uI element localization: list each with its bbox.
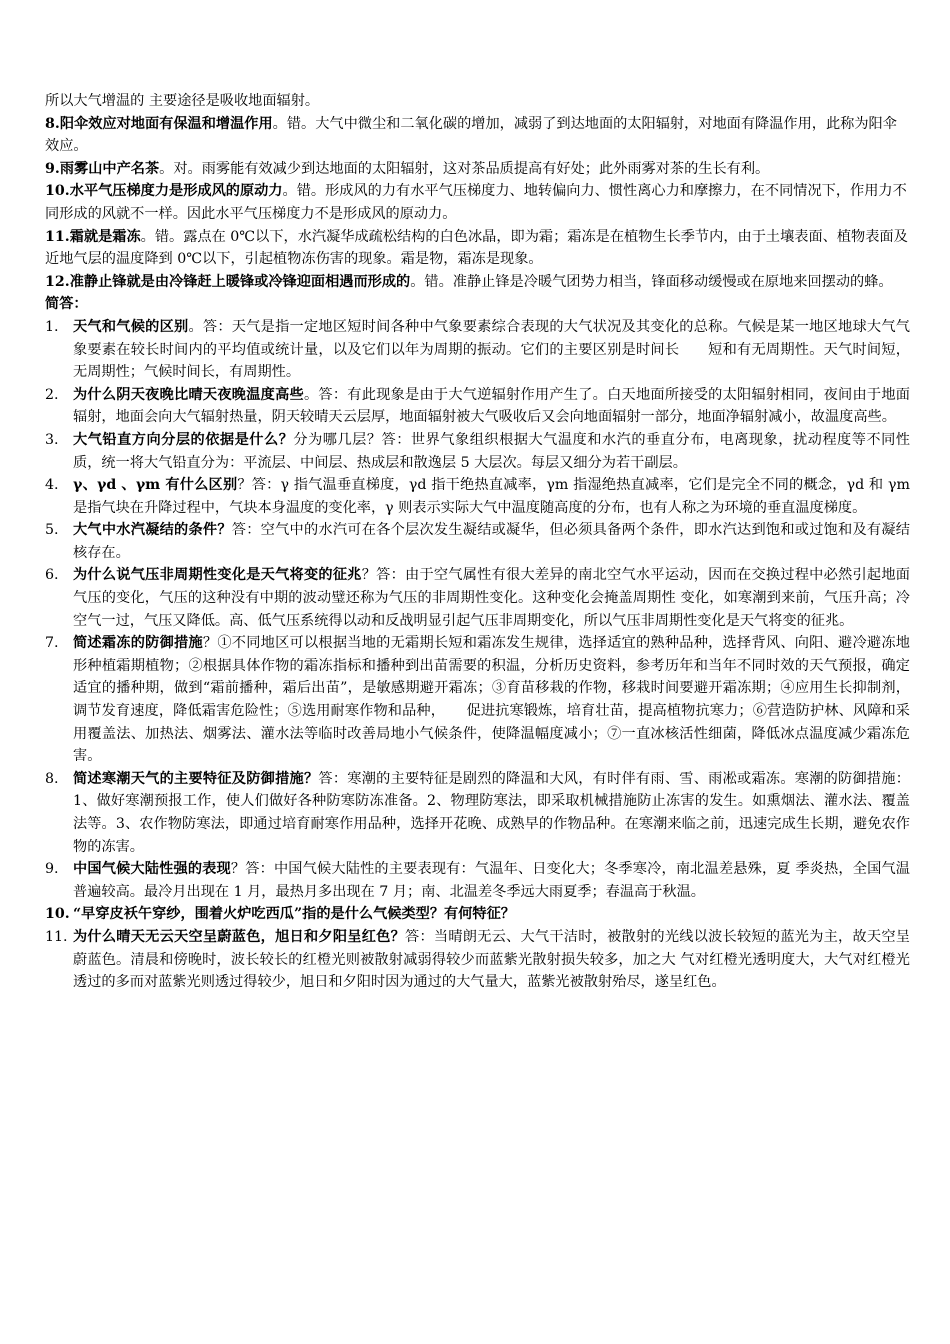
item-number: 11. (45, 928, 68, 945)
answer-item (45, 316, 910, 384)
judgment-item: 9.雨雾山中产名茶。对。雨雾能有效减少到达地面的太阳辐射，这对茶品质提高有好处；此外雨雾对茶的生长有利。 (45, 160, 770, 177)
question-text: 为什么说气压非周期性变化是天气将变的征兆 (73, 567, 362, 584)
judgment-item: 11.霜就是霜冻。错。露点在 0℃以下，水汽凝华成疏松结构的白色冰晶，即为霜；霜冻是在植物生长季节内，由于土壤表面、植物表面及近地气层的温度降到 0℃以下，引起植物冻伤害的现象。霜是物，霜冻是现象。 (45, 228, 908, 268)
answer-text: 。答：天气是指一定地区短时间各种中气象要素综合表现的大气状况及其变化的总称。气候是某一地区地球大气气象要素在较长时间内的平均值或统计量，以及它们以年为周期的振动。它们的主要区别是时间长 短和有无周期性。天气时间短，无周期性；气候时间长，有周期性。 (73, 318, 910, 381)
judgment-statement: 阳伞效应对地面有保温和增温作用 (59, 115, 273, 132)
answer-item (45, 858, 910, 903)
judgment-statement: 雨雾山中产名茶 (59, 160, 160, 177)
answer-item (45, 632, 910, 768)
answer-text: ？答：由于空气属性有很大差异的南北空气水平运动，因而在交换过程中必然引起地面气压的变化，气压的这种没有中期的波动璧还称为气压的非周期性变化。这种变化会掩盖周期性 变化，如寒潮到来前，气压升高；冷空气一过，气压又降低。高、低气压系统得以动和反战明显引起气压非周期变化，所以气压非周期性变化是天气将变的征兆。 (73, 567, 910, 629)
item-number: 7. (45, 635, 59, 652)
answer-item (45, 429, 910, 474)
answer-list (45, 316, 910, 994)
answer-text: 答：空气中的水汽可在各个层次发生凝结或凝华，但必须具备两个条件，即水汽达到饱和或过饱和及有凝结核存在。 (73, 522, 910, 561)
item-number: 5. (45, 522, 59, 539)
judgment-answer: 。错。准静止锋是冷暖气团势力相当，锋面移动缓慢或在原地来回摆动的蜂。 (410, 273, 893, 290)
item-number: 1. (45, 318, 59, 335)
answer-item (45, 768, 910, 858)
question-text: 简述寒潮天气的主要特征及防御措施？ (73, 770, 319, 787)
answer-item (45, 519, 910, 564)
question-text: “早穿皮袄午穿纱，围着火炉吃西瓜”指的是什么气候类型？有何特征？ (73, 906, 515, 923)
answer-text: ？答：γ 指气温垂直梯度，γd 指干绝热直减率，γm 指湿绝热直减率，它们是完全不同的概念，γd 和 γm 是指气块在升降过程中，气块本身温度的变化率，γ 则表示实际大气中温度随高度的分布，也有人称之为环境的垂直温度梯度。 (73, 477, 910, 516)
judgment-statement: 准静止锋就是由冷锋赶上暖锋或冷锋迎面相遇而形成的 (69, 273, 411, 290)
section-title: 简答： (45, 296, 88, 313)
judgment-answer: 。错。形成风的力有水平气压梯度力、地转偏向力、惯性离心力和摩擦力，在不同情况下，作用力不同形成的风就不一样。因此水平气压梯度力不是形成风的原动力。 (45, 183, 907, 222)
answer-item (45, 474, 910, 519)
judgment-item: 8.阳伞效应对地面有保温和增温作用。错。大气中微尘和二氧化碳的增加，减弱了到达地面的太阳辐射，对地面有降温作用，此称为阳伞效应。 (45, 115, 897, 155)
answer-text: 分为哪几层？答：世界气象组织根据大气温度和水汽的垂直分布，电离现象，扰动程度等不同性质，统一将大气铅直分为：平流层、中间层、热成层和散逸层 5 大层次。每层又细分为若干副层。 (73, 431, 910, 471)
answer-text: 答：寒潮的主要特征是剧烈的降温和大风，有时伴有雨、雪、雨凇或霜冻。寒潮的防御措施：1、做好寒潮预报工作，使人们做好各种防寒防冻准备。2、物理防寒法，即采取机械措施防止冻害的发生。如熏烟法、灌水法、覆盖法等。3、农作物防寒法，即通过培育耐寒作用品种，选择开花晚、成熟早的作物品种。在寒潮来临之前，迅速完成生长期，避免农作物的冻害。 (73, 770, 910, 855)
intro-line: 所以大气增温的 主要途径是吸收地面辐射。 (45, 93, 320, 109)
judgment-statement: 霜就是霜冻 (69, 228, 141, 245)
question-text: 中国气候大陆性强的表现 (73, 861, 231, 878)
answer-text: 。答：有此现象是由于大气逆辐射作用产生了。白天地面所接受的太阳辐射相同，夜间由于地面辐射，地面会向大气辐射热量，阴天较晴天云层厚，地面辐射被大气吸收后又会向地面辐射一部分，地面净辐射减小，故温度高些。 (73, 386, 910, 426)
question-text: γ、γd 、γm 有什么区别 (73, 477, 238, 494)
question-text: 天气和气候的区别 (73, 318, 189, 335)
question-text: 简述霜冻的防御措施 (73, 635, 203, 652)
judgment-item: 10.水平气压梯度力是形成风的原动力。错。形成风的力有水平气压梯度力、地转偏向力、惯性离心力和摩擦力，在不同情况下，作用力不同形成的风就不一样。因此水平气压梯度力不是形成风的原动力。 (45, 183, 907, 222)
judgment-item: 12.准静止锋就是由冷锋赶上暖锋或冷锋迎面相遇而形成的。错。准静止锋是冷暖气团势力相当，锋面移动缓慢或在原地来回摆动的蜂。 (45, 273, 893, 290)
question-text: 大气铅直方向分层的依据是什么？ (73, 431, 294, 448)
answer-text: ？①不同地区可以根据当地的无霜期长短和霜冻发生规律，选择适宜的熟种品种，选择背风、向阳、避冷避冻地形种植霜期植物；②根据具体作物的霜冻指标和播种到出苗需要的积温，分析历史资料，参考历年和当年不同时效的天气预报，确定适宜的播种期，做到“霜前播种，霜后出苗”，是敏感期避开霜冻；③育苗移栽的作物，移栽时间要避开霜冻期；④应用生长抑制剂，调节发育速度，降低霜害危险性；⑤选用耐寒作物和品种， 促进抗寒锻炼，培育壮苗，提高植物抗寒力；⑥营造防护林、风障和采用覆盖法、加热法、烟雾法、灌水法等临时改善局地小气候条件，使降温幅度减小；⑦一直冰核活性细菌，降低冰点温度减少霜冻危害。 (73, 635, 910, 765)
item-number: 9. (45, 861, 59, 878)
judgment-answer: 。错。大气中微尘和二氧化碳的增加，减弱了到达地面的太阳辐射，对地面有降温作用，此称为阳伞效应。 (45, 115, 897, 155)
question-text: 为什么阴天夜晚比晴天夜晚温度高些 (73, 386, 304, 403)
judgment-list (45, 113, 910, 294)
answer-item (45, 564, 910, 632)
judgment-answer: 。错。露点在 0℃以下，水汽凝华成疏松结构的白色冰晶，即为霜；霜冻是在植物生长季节内，由于土壤表面、植物表面及近地气层的温度降到 0℃以下，引起植物冻伤害的现象。霜是物，霜冻是现象。 (45, 228, 908, 268)
item-number: 3. (45, 431, 59, 448)
judgment-statement: 水平气压梯度力是形成风的原动力 (69, 183, 283, 200)
answer-text: 答：当晴朗无云、大气干洁时，被散射的光线以波长较短的蓝光为主，故天空呈蔚蓝色。清晨和傍晚时，波长较长的红橙光则被散射减弱得较少而蓝紫光散射损失较多，加之大 气对红橙光透明度大，大气对红橙光透过的多而对蓝紫光则透过得较少，旭日和夕阳时因为通过的大气量大，蓝紫光被散射殆尽，遂呈红色。 (73, 928, 910, 991)
answer-item (45, 903, 910, 926)
item-number: 2. (45, 386, 59, 403)
question-text: 大气中水汽凝结的条件？ (73, 522, 232, 539)
item-number: 8. (45, 770, 59, 787)
item-number: 10. (45, 906, 70, 923)
answer-text: ？答：中国气候大陆性的主要表现有：气温年、日变化大；冬季寒冷，南北温差悬殊，夏 季炎热，全国气温普遍较高。最冷月出现在 1 月，最热月多出现在 7 月；南、北温差冬季远大雨夏季；春温高于秋温。 (73, 861, 910, 900)
question-text: 为什么晴天无云天空呈蔚蓝色，旭日和夕阳呈红色？ (73, 928, 406, 945)
answer-item (45, 384, 910, 429)
judgment-answer: 。对。雨雾能有效减少到达地面的太阳辐射，这对茶品质提高有好处；此外雨雾对茶的生长有利。 (159, 160, 770, 177)
answer-item (45, 926, 910, 994)
item-number: 4. (45, 477, 59, 494)
item-number: 6. (45, 567, 59, 584)
